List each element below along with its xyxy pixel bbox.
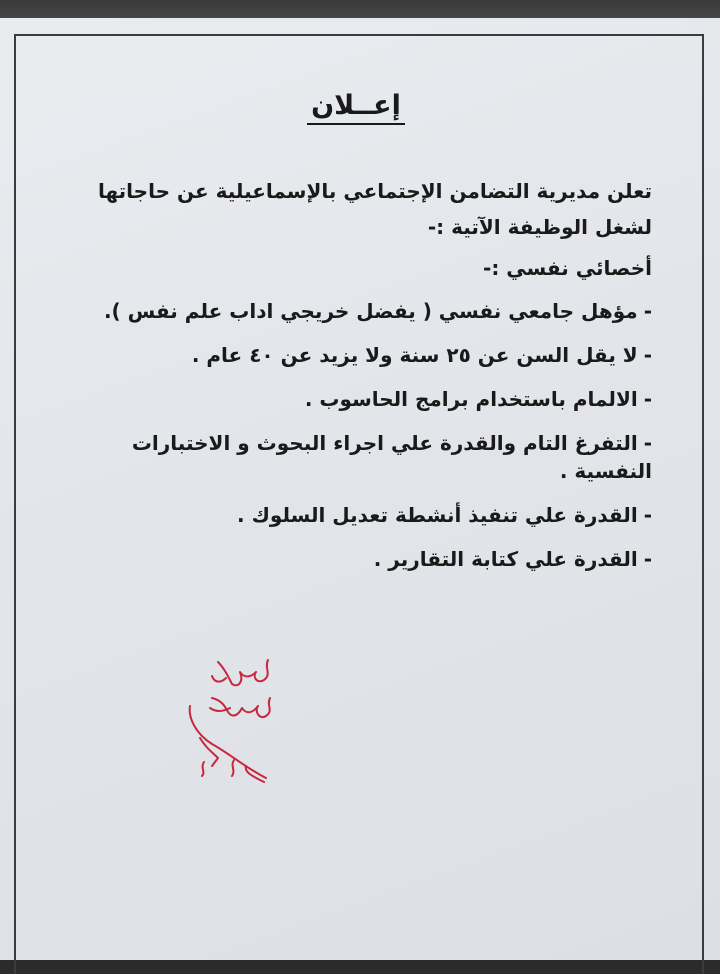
requirement-text: الالمام باستخدام برامج الحاسوب . xyxy=(304,387,638,411)
announcement-intro: تعلن مديرية التضامن الإجتماعي بالإسماعيلية عن حاجاتها لشغل الوظيفة الآتية :- xyxy=(97,179,652,239)
bullet-dash: - xyxy=(643,547,652,571)
bullet-dash: - xyxy=(643,503,652,527)
requirement-item xyxy=(60,545,652,573)
announcement-title-text: إعــلان xyxy=(307,90,405,125)
position-title: أخصائي نفسي :- xyxy=(483,256,652,280)
requirement-text: لا يقل السن عن ٢٥ سنة ولا يزيد عن ٤٠ عام . xyxy=(191,343,638,367)
bullet-dash: - xyxy=(643,343,652,367)
requirement-item xyxy=(60,341,652,369)
bullet-dash: - xyxy=(643,387,652,411)
requirement-item xyxy=(60,385,652,413)
requirement-item xyxy=(60,429,652,485)
announcement-title xyxy=(60,90,652,121)
requirement-text: التفرغ التام والقدرة علي اجراء البحوث و الاختبارات النفسية . xyxy=(131,431,652,483)
announcement-document xyxy=(60,90,652,589)
requirement-text: القدرة علي كتابة التقارير . xyxy=(373,547,638,571)
requirement-item xyxy=(60,297,652,325)
bullet-dash: - xyxy=(643,431,652,455)
requirements-list xyxy=(60,297,652,573)
bullet-dash: - xyxy=(643,299,652,323)
requirement-text: مؤهل جامعي نفسي ( يفضل خريجي اداب علم نفس ). xyxy=(103,299,638,323)
handwritten-signature xyxy=(160,648,290,798)
requirement-text: القدرة علي تنفيذ أنشطة تعديل السلوك . xyxy=(237,503,638,527)
requirement-item xyxy=(60,501,652,529)
